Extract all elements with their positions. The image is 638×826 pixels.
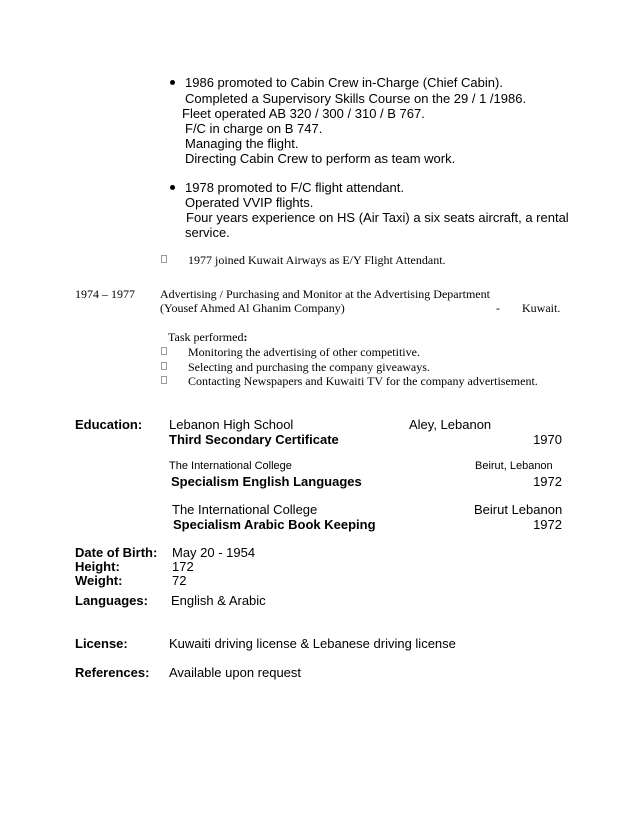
checkbox-bullet-icon [161, 347, 167, 355]
languages-label: Languages: [75, 593, 148, 608]
job-years: 1974 – 1977 [75, 287, 135, 301]
school-location: Aley, Lebanon [409, 417, 492, 432]
license-value: Kuwaiti driving license & Lebanese driving license [169, 636, 456, 651]
degree-year: 1970 [533, 432, 562, 447]
height-value: 172 [172, 559, 194, 574]
job-company: (Yousef Ahmed Al Ghanim Company) [160, 301, 345, 315]
text-line: Directing Cabin Crew to perform as team work. [185, 151, 456, 166]
text-line: F/C in charge on B 747. [185, 121, 323, 136]
text-line: Completed a Supervisory Skills Course on the 29 / 1 /1986. [185, 91, 527, 106]
task-label: Task performed [168, 330, 244, 344]
task-item: Monitoring the advertising of other competitive. [188, 345, 420, 359]
weight-label: Weight: [75, 573, 123, 588]
checkbox-bullet-icon [161, 255, 167, 263]
weight-value: 72 [172, 573, 187, 588]
checkbox-bullet-icon [161, 376, 167, 384]
text-line: Operated VVIP flights. [185, 195, 314, 210]
height-label: Height: [75, 559, 120, 574]
degree-year: 1972 [533, 474, 562, 489]
checkbox-bullet-icon [161, 362, 167, 370]
dob-value: May 20 - 1954 [172, 545, 256, 560]
references-value: Available upon request [169, 665, 302, 680]
degree: Specialism English Languages [171, 474, 362, 489]
job-title: Advertising / Purchasing and Monitor at the Advertising Department [160, 287, 490, 301]
references-label: References: [75, 665, 150, 680]
text-line: Fleet operated AB 320 / 300 / 310 / B 767. [182, 106, 425, 121]
task-item: Contacting Newspapers and Kuwaiti TV for the company advertisement. [188, 374, 538, 388]
education-label: Education: [75, 417, 143, 432]
school-name: The International College [169, 460, 292, 472]
school-name: Lebanon High School [169, 417, 294, 432]
languages-value: English & Arabic [171, 593, 266, 608]
text-line: 1986 promoted to Cabin Crew in-Charge (Chief Cabin). [185, 75, 503, 90]
task-item: Selecting and purchasing the company giveaways. [188, 360, 430, 374]
task-heading [168, 330, 247, 344]
job-dash: - [496, 301, 500, 315]
school-location: Beirut Lebanon [474, 502, 563, 517]
school-name: The International College [172, 502, 318, 517]
school-location: Beirut, Lebanon [475, 460, 553, 472]
bullet-icon [170, 80, 175, 85]
degree: Specialism Arabic Book Keeping [173, 517, 376, 532]
text-line: 1977 joined Kuwait Airways as E/Y Flight Attendant. [188, 253, 446, 267]
bullet-icon [170, 185, 175, 190]
dob-label: Date of Birth: [75, 545, 158, 560]
job-location: Kuwait. [522, 301, 561, 315]
text-line: service. [185, 225, 230, 240]
text-line: 1978 promoted to F/C flight attendant. [185, 180, 404, 195]
license-label: License: [75, 636, 128, 651]
text-line: Four years experience on HS (Air Taxi) a six seats aircraft, a rental [186, 210, 569, 225]
degree-year: 1972 [533, 517, 562, 532]
task-colon: : [243, 330, 248, 344]
degree: Third Secondary Certificate [169, 432, 339, 447]
text-line: Managing the flight. [185, 136, 299, 151]
